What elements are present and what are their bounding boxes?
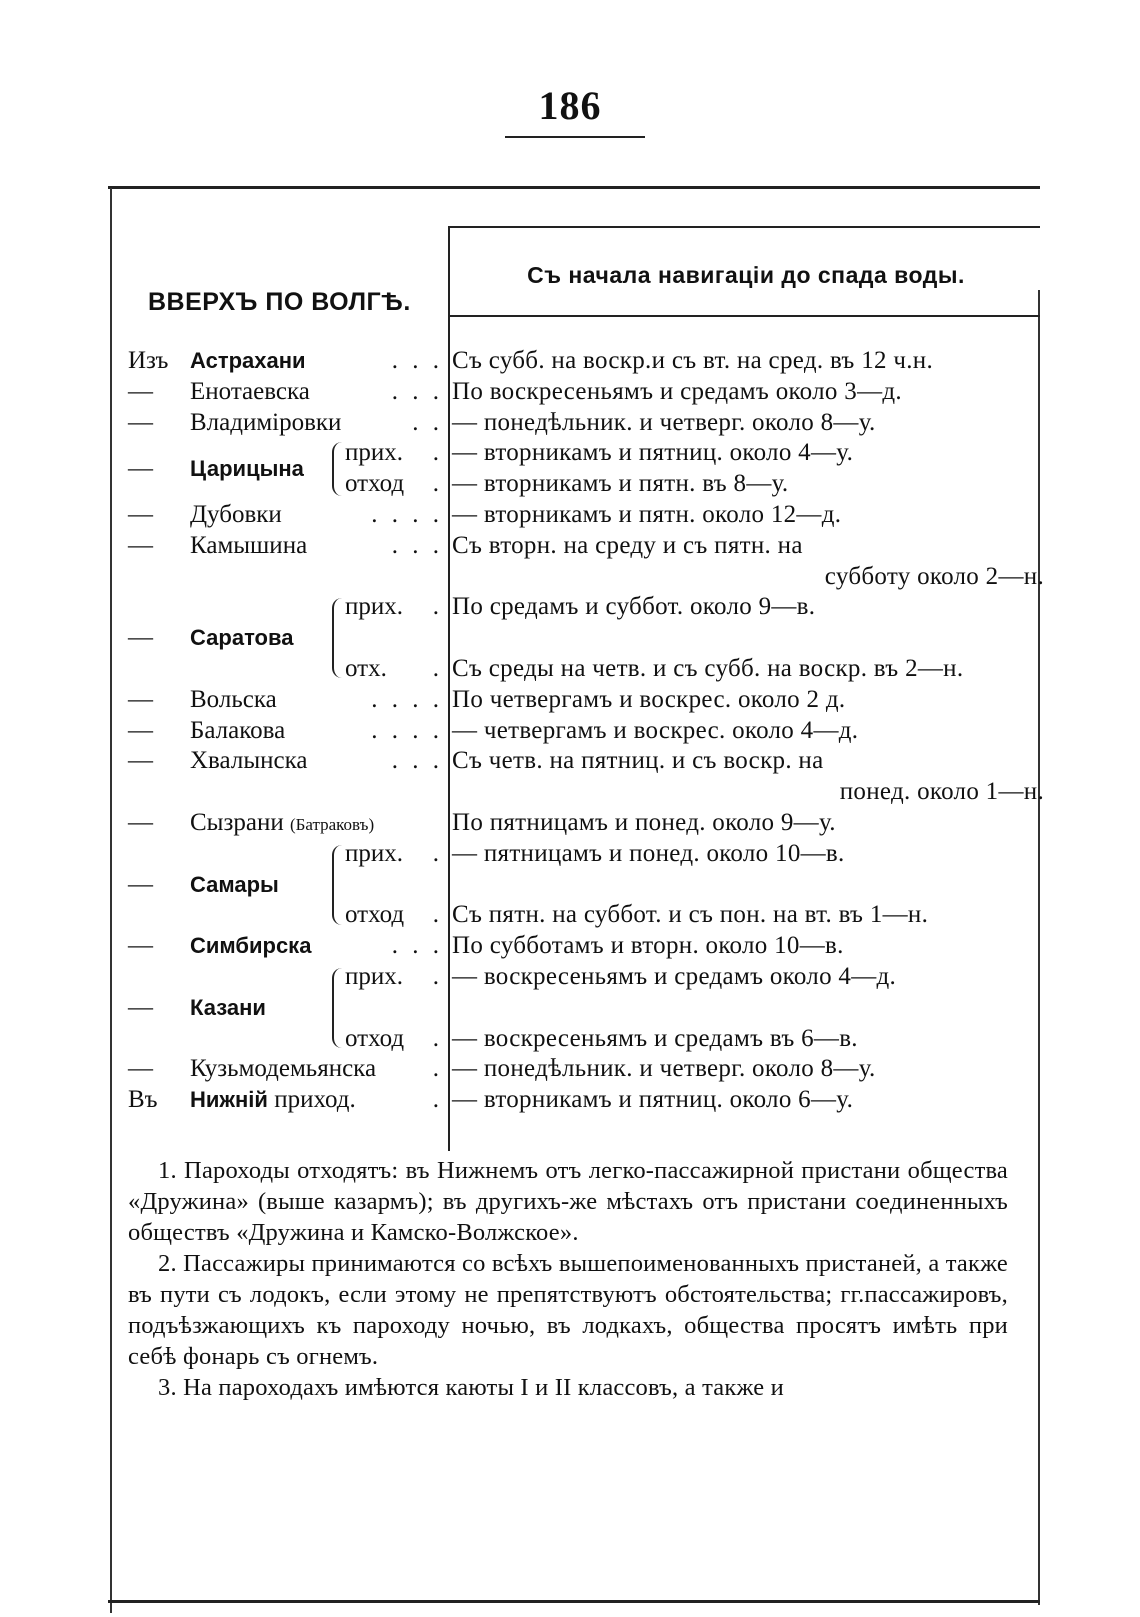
row-prefix: — xyxy=(128,932,153,960)
schedule-text: — вторникамъ и пятниц. около 6—у. xyxy=(452,1086,854,1114)
place-name xyxy=(190,1085,356,1116)
schedule-text: — понедѣльник. и четверг. около 8—у. xyxy=(452,408,876,436)
place-name-text: Нижній xyxy=(190,1087,268,1113)
arrival-label: прих. xyxy=(345,839,404,867)
row-prefix: — xyxy=(128,624,153,652)
table-row xyxy=(0,1024,1140,1055)
row-prefix: — xyxy=(128,685,153,713)
leader-dots: . . xyxy=(412,408,443,436)
notes xyxy=(128,1155,1008,1403)
table-row xyxy=(0,716,1140,747)
direction-heading: ВВЕРХЪ ПО ВОЛГѢ. xyxy=(148,288,411,316)
row-prefix: — xyxy=(128,408,153,436)
place-suffix: приход. xyxy=(274,1086,356,1114)
departure-label: отход xyxy=(345,1024,405,1052)
place-name-text: Сызрани xyxy=(190,808,284,836)
place-name: Астрахани xyxy=(190,348,306,373)
schedule-continuation: субботу около 2—н. xyxy=(824,562,1044,590)
header-top-rule xyxy=(448,226,1040,228)
table-row xyxy=(0,346,1140,377)
leader-dots: . . . xyxy=(391,932,443,960)
header-bottom-rule xyxy=(448,315,1040,317)
place-name: Хвалынска xyxy=(190,747,308,775)
leader-dots: . . . xyxy=(391,747,443,775)
schedule-text: По пятницамъ и понед. около 9—у. xyxy=(452,808,836,836)
table-row xyxy=(0,870,1140,901)
page-number-rule xyxy=(505,136,645,138)
row-prefix: — xyxy=(128,993,153,1021)
frame-top-rule xyxy=(108,186,1040,189)
table-row xyxy=(0,839,1140,870)
place-name: Камышина xyxy=(190,531,308,559)
leader-dots: . xyxy=(432,654,443,682)
row-prefix: — xyxy=(128,870,153,898)
table-row xyxy=(0,377,1140,408)
schedule-text: Съ четв. на пятниц. и съ воскр. на xyxy=(452,747,824,775)
table-row xyxy=(0,1085,1140,1116)
leader-dots: . . . . xyxy=(371,685,443,713)
leader-dots: . . . xyxy=(391,347,443,374)
arrival-label: прих. xyxy=(345,962,404,990)
place-name xyxy=(190,808,374,841)
table-row xyxy=(0,808,1140,839)
table-row xyxy=(0,900,1140,931)
place-name: Саратова xyxy=(190,625,294,651)
place-name: Дубовки xyxy=(190,500,282,528)
leader-dots: . xyxy=(432,439,443,467)
table-row xyxy=(0,685,1140,716)
schedule-text: — воскресеньямъ и средамъ около 4—д. xyxy=(452,962,897,990)
place-name: Владиміровки xyxy=(190,408,342,436)
note-paragraph: 1. Пароходы отходятъ: въ Нижнемъ отъ легко-пассажирной пристани общества «Дружина» (выше казармъ); въ другихъ-же мѣстахъ отъ пристани соединенныхъ обществъ «Дружина и Камско-Волжское». xyxy=(128,1157,1008,1246)
table-row xyxy=(0,1054,1140,1085)
row-prefix: — xyxy=(128,377,153,405)
table-row xyxy=(0,531,1140,562)
schedule-text: — вторникамъ и пятниц. около 4—у. xyxy=(452,439,854,467)
row-prefix: — xyxy=(128,808,153,836)
row-prefix: Въ xyxy=(128,1086,158,1114)
arrival-label: прих. xyxy=(345,593,404,621)
schedule-text: Съ субб. на воскр.и съ вт. на сред. въ 12 ч.н. xyxy=(452,347,933,374)
schedule-text: По средамъ и суббот. около 9—в. xyxy=(452,593,816,621)
schedule-text: — воскресеньямъ и средамъ въ 6—в. xyxy=(452,1024,858,1052)
leader-dots: . xyxy=(432,470,443,498)
row-prefix: — xyxy=(128,500,153,528)
leader-dots: . . . . xyxy=(371,500,443,528)
schedule-text: По воскресеньямъ и средамъ около 3—д. xyxy=(452,377,902,405)
place-name: Балакова xyxy=(190,716,286,744)
schedule-text: — четвергамъ и воскрес. около 4—д. xyxy=(452,716,859,744)
row-prefix: — xyxy=(128,1055,153,1083)
place-name: Кузьмодемьянска xyxy=(190,1055,377,1083)
row-prefix: — xyxy=(128,716,153,744)
leader-dots: . xyxy=(432,1055,443,1083)
schedule-text: Съ среды на четв. и съ субб. на воскр. въ 2—н. xyxy=(452,654,964,682)
place-note: (Батраковъ) xyxy=(289,814,375,834)
place-name: Енотаевска xyxy=(190,377,310,405)
leader-dots: . xyxy=(432,593,443,621)
table-row xyxy=(0,962,1140,993)
schedule-continuation: понед. около 1—н. xyxy=(839,778,1044,806)
row-prefix: — xyxy=(128,455,153,483)
schedule-text: — вторникамъ и пятн. въ 8—у. xyxy=(452,470,789,498)
table-row xyxy=(0,438,1140,469)
leader-dots: . xyxy=(432,839,443,867)
timetable xyxy=(0,346,1140,1116)
schedule-text: — понедѣльник. и четверг. около 8—у. xyxy=(452,1055,876,1083)
note-paragraph: 3. На пароходахъ имѣются каюты I и II классовъ, а также и xyxy=(158,1374,784,1401)
row-prefix: Изъ xyxy=(128,347,169,374)
leader-dots: . . . xyxy=(391,377,443,405)
row-prefix: — xyxy=(128,531,153,559)
leader-dots: . . . xyxy=(391,531,443,559)
departure-label: отход xyxy=(345,470,405,498)
table-row xyxy=(0,623,1140,654)
leader-dots: . xyxy=(432,1024,443,1052)
departure-label: отход xyxy=(345,901,405,929)
row-prefix: — xyxy=(128,747,153,775)
note-paragraph: 2. Пассажиры принимаются со всѣхъ вышепоименованныхъ пристаней, а также въ пути съ лодокъ, если этому не препятствуютъ обстоятельства; гг.пассажировъ, подъѣзжающихъ къ пароходу ночью, въ лодкахъ, общества просятъ имѣть при себѣ фонарь съ огнемъ. xyxy=(128,1250,1008,1370)
schedule-text: По четвергамъ и воскрес. около 2 д. xyxy=(452,685,846,713)
place-name: Вольска xyxy=(190,685,277,713)
page-number: 186 xyxy=(538,83,602,128)
leader-dots: . . . . xyxy=(371,716,443,744)
place-name: Симбирска xyxy=(190,933,312,959)
place-name: Самары xyxy=(190,871,279,897)
schedule-text: — вторникамъ и пятн. около 12—д. xyxy=(452,500,842,528)
table-row xyxy=(0,455,1140,500)
frame-bottom-rule xyxy=(108,1600,1040,1603)
schedule-text: — пятницамъ и понед. около 10—в. xyxy=(452,839,845,867)
departure-label: отх. xyxy=(345,654,387,682)
table-row xyxy=(0,993,1140,1024)
table-row xyxy=(0,500,1140,531)
schedule-text: Съ вторн. на среду и съ пятн. на xyxy=(452,531,803,559)
table-row xyxy=(0,777,1140,808)
table-row xyxy=(0,746,1140,777)
schedule-text: Съ пятн. на суббот. и съ пон. на вт. въ 1—н. xyxy=(452,901,929,929)
table-row xyxy=(0,931,1140,962)
table-row xyxy=(0,654,1140,685)
schedule-text: По субботамъ и вторн. около 10—в. xyxy=(452,932,844,960)
table-row xyxy=(0,592,1140,623)
table-row xyxy=(0,562,1140,593)
place-name: Царицына xyxy=(190,456,304,482)
leader-dots: . xyxy=(432,901,443,929)
schedule-heading: Съ начала навигаціи до спада воды. xyxy=(527,262,965,288)
table-row xyxy=(0,408,1140,439)
arrival-label: прих. xyxy=(345,439,404,467)
leader-dots: . xyxy=(432,1086,443,1114)
leader-dots: . xyxy=(432,962,443,990)
place-name: Казани xyxy=(190,994,266,1020)
